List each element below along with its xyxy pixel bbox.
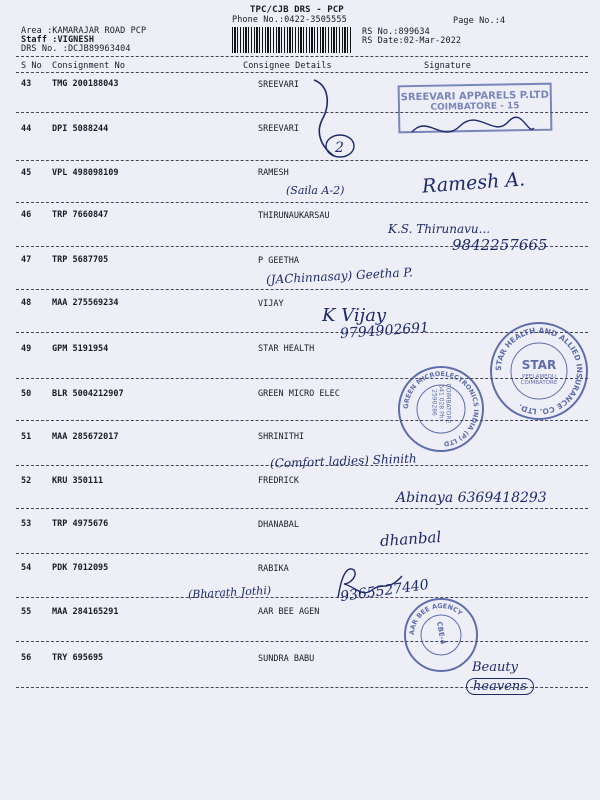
row-consignee: RABIKA: [258, 564, 289, 574]
row-consignment: TRP 4975676: [52, 519, 109, 529]
green-micro-stamp: [398, 366, 484, 452]
row-consignment: TMG 200188043: [52, 79, 119, 89]
star-health-stamp: [490, 322, 588, 420]
hand-rabika-phone: 9365527440: [339, 576, 430, 606]
row-consignment: TRP 5687705: [52, 255, 109, 265]
row-sno: 50: [21, 389, 32, 399]
hand-abinaya: Abinaya 6369418293: [396, 490, 547, 506]
row-consignment: DPI 5088244: [52, 124, 109, 134]
row-consignee: GREEN MICRO ELEC: [258, 389, 340, 399]
stamp-text: COIMBATORE - 15: [430, 101, 520, 113]
col-consignee: Consignee Details: [243, 61, 332, 71]
stamp-text: AAR BEE AGENCY: [407, 601, 464, 636]
row-consignee: SREEVARI: [258, 80, 299, 90]
row-consignment: TRP 7660847: [52, 210, 109, 220]
stamp-text: GREEN MICROELECTRONICS INDIA (P) LTD: [401, 369, 481, 448]
area-label: Area :KAMARAJAR ROAD PCP: [21, 26, 147, 36]
header-divider: [16, 56, 588, 57]
row-consignee: SREEVARI: [258, 124, 299, 134]
row-sno: 47: [21, 255, 32, 265]
row-divider: [16, 508, 588, 509]
stamp-text: CBE-4: [435, 620, 447, 646]
row-consignment: MAA 275569234: [52, 298, 119, 308]
hand-comfort: (Comfort ladies) Shinith: [269, 451, 417, 471]
group-brace: [300, 76, 360, 166]
hand-vijay: K Vijay: [322, 305, 387, 326]
col-consignment: Consignment No: [52, 61, 126, 71]
stamp-text: STAR HEALTH AND ALLIED INSURANCE CO. LTD.: [493, 325, 585, 417]
row-consignment: KRU 350111: [52, 476, 104, 486]
row-consignee: VIJAY: [258, 299, 284, 309]
rs-number: RS No.:899634: [362, 27, 430, 37]
row-consignment: VPL 498098109: [52, 168, 119, 178]
row-consignee: P GEETHA: [258, 256, 299, 266]
hand-ks-phone: 9842257665: [452, 236, 548, 254]
row-divider: [16, 289, 588, 290]
row-sno: 53: [21, 519, 32, 529]
hand-bharath: (Bharath Jothi): [187, 583, 272, 602]
row-sno: 51: [21, 432, 32, 442]
row-consignee: SHRINITHI: [258, 432, 305, 442]
row-consignee: THIRUNAUKARSAU: [258, 211, 330, 221]
row-consignee: DHANABAL: [258, 520, 299, 530]
hand-heavens: heavens: [466, 678, 534, 695]
row-divider: [16, 202, 588, 203]
hand-ks: K.S. Thirunavu...: [388, 222, 491, 236]
drs-number: DRS No. :DCJB89963404: [21, 44, 131, 54]
stamp-text: COIMBATORE 641 028 Ph: 2590286: [430, 383, 452, 424]
stamp-text: SREEVARI APPARELS P.LTD: [400, 89, 549, 104]
row-divider: [16, 553, 588, 554]
group-mark: 2: [335, 140, 344, 156]
doc-title: TPC/CJB DRS - PCP: [250, 5, 344, 15]
row-sno: 52: [21, 476, 32, 486]
page-number: Page No.:4: [453, 16, 506, 26]
hand-saila: (Saila A-2): [286, 184, 345, 197]
row-divider: [16, 420, 588, 421]
row-consignee: FREDRICK: [258, 476, 299, 486]
row-divider: [16, 641, 588, 642]
row-consignee: STAR HEALTH: [258, 344, 315, 354]
rs-date: RS Date:02-Mar-2022: [362, 36, 462, 46]
row-sno: 56: [21, 653, 32, 663]
sreevari-signature: [408, 110, 538, 150]
staff-label: Staff :VIGNESH: [21, 35, 95, 45]
row-sno: 46: [21, 210, 32, 220]
row-consignment: BLR 5004212907: [52, 389, 124, 399]
row-consignment: MAA 284165291: [52, 607, 119, 617]
hand-geetha: (JAChinnasay) Geetha P.: [265, 265, 414, 287]
rabika-signature: [332, 562, 412, 602]
hand-beauty: Beauty: [472, 660, 518, 675]
row-consignment: TRY 695695: [52, 653, 104, 663]
aarbee-stamp: [404, 598, 478, 672]
row-consignee: AAR BEE AGEN: [258, 607, 320, 617]
hand-dhana: dhanbal: [379, 527, 442, 551]
row-divider: [16, 597, 588, 598]
row-consignment: PDK 7012095: [52, 563, 109, 573]
col-signature: Signature: [424, 61, 471, 71]
row-sno: 44: [21, 124, 32, 134]
row-consignee: SUNDRA BABU: [258, 654, 315, 664]
row-sno: 45: [21, 168, 32, 178]
row-sno: 43: [21, 79, 32, 89]
stamp-text: PEELAMEDU COIMBATORE: [520, 374, 558, 386]
row-consignment: GPM 5191954: [52, 344, 109, 354]
row-sno: 54: [21, 563, 32, 573]
phone-number: Phone No.:0422-3505555: [232, 15, 347, 25]
columns-divider: [16, 72, 588, 73]
hand-ramesh: Ramesh A.: [421, 168, 526, 198]
row-sno: 49: [21, 344, 32, 354]
barcode: [232, 27, 352, 53]
stamp-text: STAR: [521, 358, 557, 372]
hand-vijay-phone: 9794902691: [339, 319, 430, 343]
row-sno: 55: [21, 607, 32, 617]
row-consignee: RAMESH: [258, 168, 289, 178]
col-sno: S No: [21, 61, 42, 71]
row-sno: 48: [21, 298, 32, 308]
row-consignment: MAA 285672017: [52, 432, 119, 442]
